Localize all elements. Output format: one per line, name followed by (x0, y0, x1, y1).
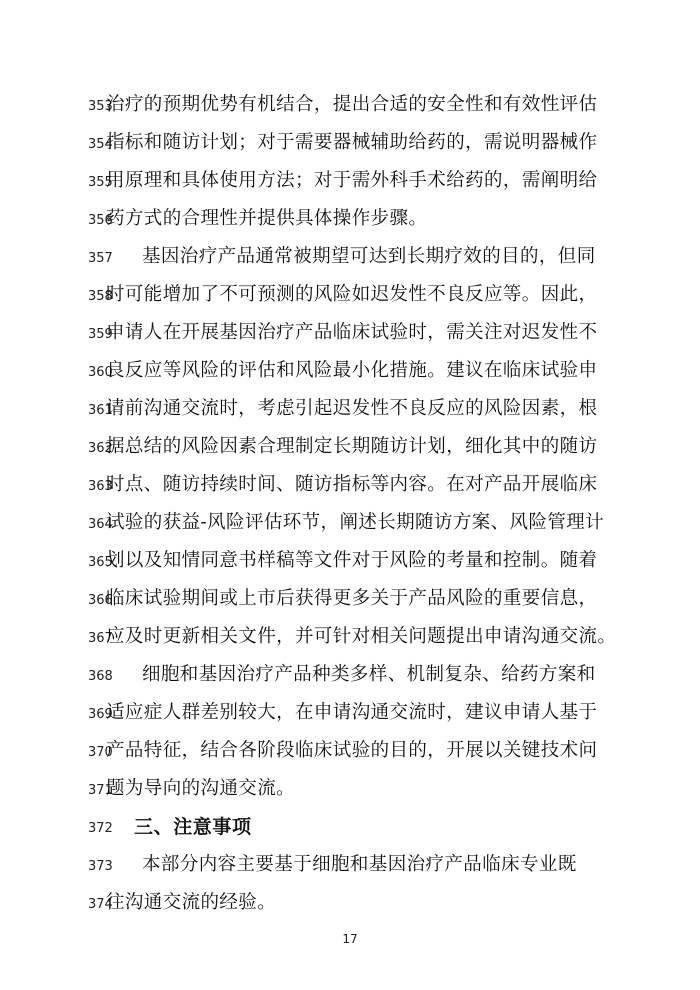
text-line (0, 280, 700, 316)
line-number: 368 (88, 669, 113, 684)
line-number: 367 (88, 631, 113, 646)
text-line (0, 622, 700, 658)
text-line (0, 888, 700, 918)
text-line (0, 128, 700, 164)
text-line (0, 356, 700, 392)
line-text: 划以及知情同意书样稿等文件对于风险的考量和控制。随着 (106, 550, 598, 571)
text-line (0, 774, 700, 810)
paragraph-first-line: 本部分内容主要基于细胞和基因治疗产品临床专业既 (142, 854, 577, 875)
line-text: 请前沟通交流时，考虑引起迟发性不良反应的风险因素，根 (106, 398, 598, 419)
line-text: 临床试验期间或上市后获得更多关于产品风险的重要信息， (106, 588, 598, 609)
line-text: 试验的获益-风险评估环节，阐述长期随访方案、风险管理计 (106, 512, 605, 533)
text-line (0, 166, 700, 202)
line-text: 应及时更新相关文件，并可针对相关问题提出申请沟通交流。 (106, 626, 617, 647)
line-number: 362 (88, 441, 113, 456)
line-number: 365 (88, 555, 113, 570)
line-text: 治疗的预期优势有机结合，提出合适的安全性和有效性评估 (106, 94, 598, 115)
paragraph-first-line: 细胞和基因治疗产品种类多样、机制复杂、给药方案和 (142, 664, 596, 685)
line-number: 359 (88, 327, 113, 342)
text-line (0, 432, 700, 468)
line-number: 355 (88, 175, 113, 190)
page-number: 17 (342, 932, 358, 946)
line-number: 358 (88, 289, 113, 304)
text-line (0, 204, 700, 240)
line-text: 时可能增加了不可预测的风险如迟发性不良反应等。因此， (106, 284, 598, 305)
text-line (0, 508, 700, 544)
line-text: 产品特征，结合各阶段临床试验的目的，开展以关键技术问 (106, 740, 598, 761)
line-number: 364 (88, 517, 113, 532)
line-number: 361 (88, 403, 113, 418)
line-number: 372 (88, 821, 113, 836)
line-number: 360 (88, 365, 113, 380)
text-line (0, 584, 700, 620)
line-text: 良反应等风险的评估和风险最小化措施。建议在临床试验申 (106, 360, 598, 381)
line-text: 时点、随访持续时间、随访指标等内容。在对产品开展临床 (106, 474, 598, 495)
text-line (0, 90, 700, 126)
text-line (0, 394, 700, 430)
line-number: 371 (88, 783, 113, 798)
line-number: 370 (88, 745, 113, 760)
line-text: 指标和随访计划；对于需要器械辅助给药的，需说明器械作 (106, 132, 598, 153)
text-line (0, 736, 700, 772)
line-number: 353 (88, 99, 113, 114)
line-text: 题为导向的沟通交流。 (106, 778, 296, 799)
line-number: 354 (88, 137, 113, 152)
line-number: 363 (88, 479, 113, 494)
line-text: 申请人在开展基因治疗产品临床试验时，需关注对迟发性不 (106, 322, 598, 343)
line-text: 适应症人群差别较大，在申请沟通交流时，建议申请人基于 (106, 702, 598, 723)
text-line (0, 850, 700, 886)
line-number: 356 (88, 213, 113, 228)
text-line (0, 242, 700, 278)
text-line (0, 546, 700, 582)
section-heading-line (0, 812, 700, 848)
line-text: 往沟通交流的经验。 (106, 892, 277, 913)
text-line (0, 318, 700, 354)
line-text: 用原理和具体使用方法；对于需外科手术给药的，需阐明给 (106, 170, 598, 191)
text-line (0, 660, 700, 696)
paragraph-first-line: 基因治疗产品通常被期望可达到长期疗效的目的，但同 (142, 246, 596, 267)
line-number: 373 (88, 859, 113, 874)
line-text: 药方式的合理性并提供具体操作步骤。 (106, 208, 428, 229)
text-line (0, 470, 700, 506)
line-number: 366 (88, 593, 113, 608)
line-number: 369 (88, 707, 113, 722)
line-text: 据总结的风险因素合理制定长期随访计划，细化其中的随访 (106, 436, 598, 457)
section-heading: 三、注意事项 (134, 816, 252, 838)
text-line (0, 698, 700, 734)
line-number: 374 (88, 897, 113, 912)
line-number: 357 (88, 251, 113, 266)
